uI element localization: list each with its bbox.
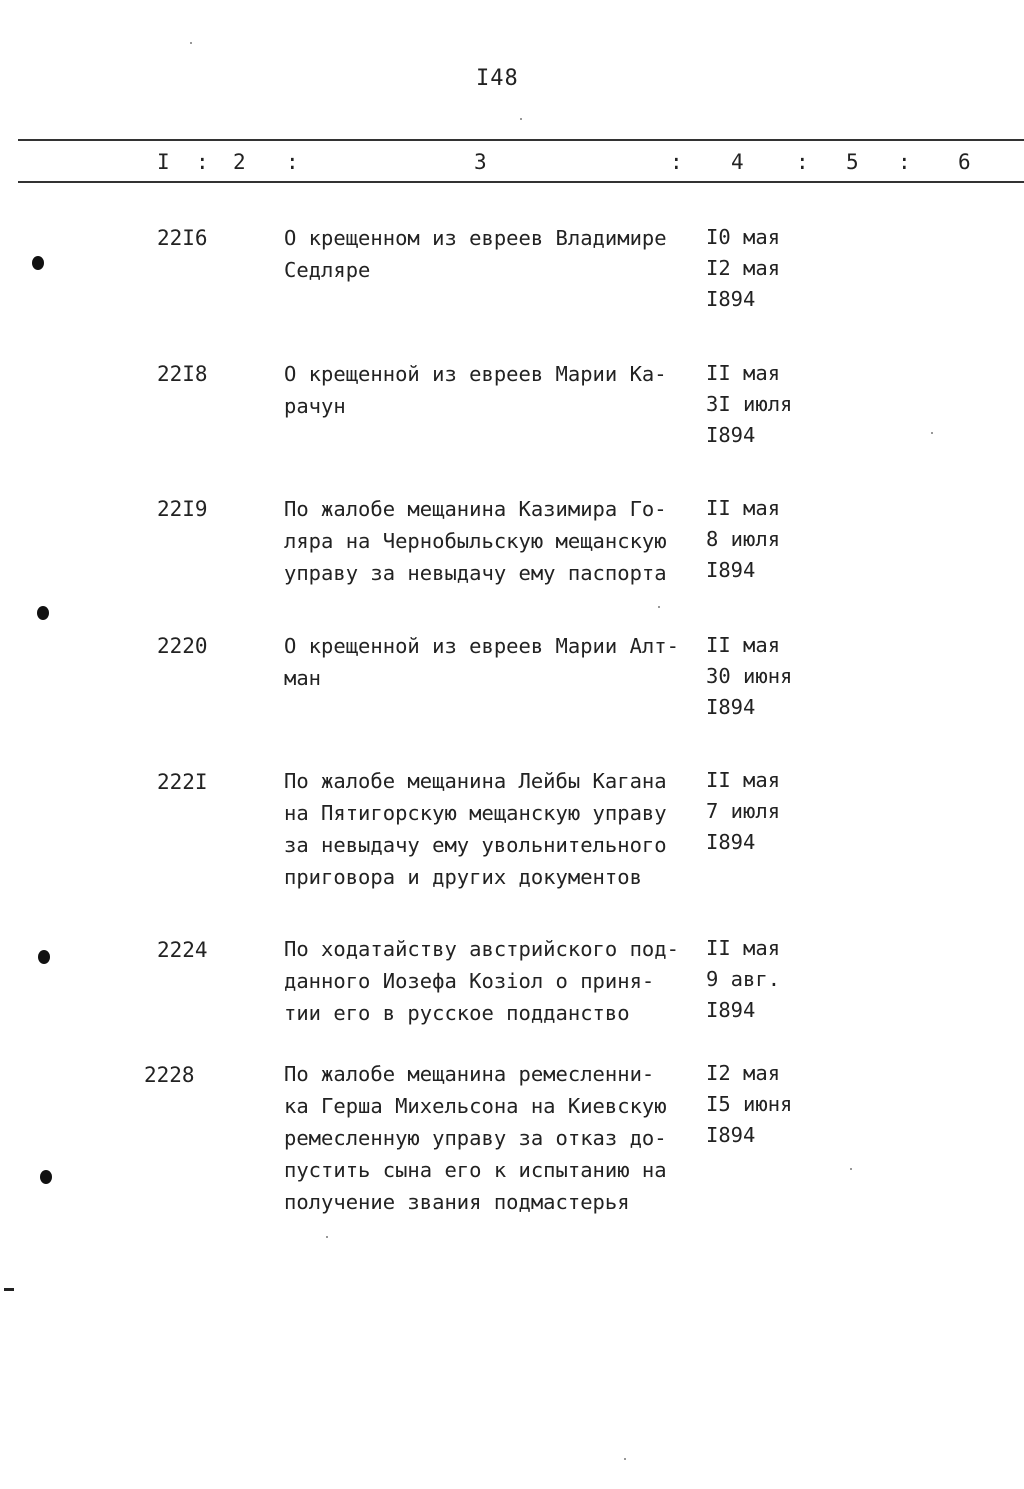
entry-number: 222I xyxy=(157,770,208,794)
column-header-1: I xyxy=(157,150,170,174)
column-separator: : xyxy=(286,150,299,174)
column-header-2: 2 xyxy=(233,150,246,174)
description-line: По жалобе мещанина Казимира Го- xyxy=(284,497,667,521)
column-separator: : xyxy=(796,150,809,174)
start-date: II мая xyxy=(706,496,781,520)
entry-year: I894 xyxy=(706,695,756,719)
entry-dates xyxy=(706,1058,792,1151)
entry-year: I894 xyxy=(706,830,756,854)
scan-speck xyxy=(326,1236,328,1238)
start-date: II мая xyxy=(706,936,781,960)
entry-number: 2228 xyxy=(144,1063,195,1087)
description-line: данного Иозефа Козiол о приня- xyxy=(284,969,655,993)
entry-year: I894 xyxy=(706,423,756,447)
entry-description xyxy=(284,933,704,1029)
entry-description xyxy=(284,493,704,589)
header-bottom-rule xyxy=(18,181,1024,183)
header-top-rule xyxy=(18,139,1024,141)
end-date: I5 июня xyxy=(706,1092,793,1116)
entry-description xyxy=(284,630,704,694)
entry-dates xyxy=(706,765,780,858)
entry-dates xyxy=(706,222,780,315)
binding-hole xyxy=(37,606,49,620)
entry-year: I894 xyxy=(706,287,756,311)
start-date: I2 мая xyxy=(706,1061,781,1085)
entry-number: 22I9 xyxy=(157,497,208,521)
binding-hole xyxy=(40,1170,52,1184)
description-line: ка Герша Михельсона на Киевскую xyxy=(284,1094,667,1118)
entry-year: I894 xyxy=(706,998,756,1022)
scan-mark xyxy=(4,1288,14,1291)
start-date: I0 мая xyxy=(706,225,781,249)
entry-dates xyxy=(706,358,792,451)
end-date: 8 июля xyxy=(706,527,781,551)
entry-dates xyxy=(706,933,780,1026)
entry-number: 22I6 xyxy=(157,226,208,250)
column-header-6: 6 xyxy=(958,150,971,174)
description-line: управу за невыдачу ему паспорта xyxy=(284,561,667,585)
end-date: 30 июня xyxy=(706,664,793,688)
description-line: ляра на Чернобыльскую мещанскую xyxy=(284,529,667,553)
description-line: По ходатайству австрийского под- xyxy=(284,937,679,961)
description-line: По жалобе мещанина Лейбы Кагана xyxy=(284,769,667,793)
column-header-3: 3 xyxy=(474,150,487,174)
end-date: I2 мая xyxy=(706,256,781,280)
column-header-4: 4 xyxy=(731,150,744,174)
end-date: 9 авг. xyxy=(706,967,781,991)
scan-speck xyxy=(624,1458,626,1460)
description-line: Седляре xyxy=(284,258,371,282)
entry-number: 2220 xyxy=(157,634,208,658)
description-line: О крещенной из евреев Марии Ка- xyxy=(284,362,667,386)
scan-speck xyxy=(931,432,933,434)
description-line: пустить сына его к испытанию на xyxy=(284,1158,667,1182)
description-line: ман xyxy=(284,666,322,690)
scan-speck xyxy=(190,42,192,44)
column-separator: : xyxy=(196,150,209,174)
entry-description xyxy=(284,1058,704,1218)
entry-description xyxy=(284,222,704,286)
description-line: рачун xyxy=(284,394,346,418)
description-line: на Пятигорскую мещанскую управу xyxy=(284,801,667,825)
entry-dates xyxy=(706,630,792,723)
start-date: II мая xyxy=(706,633,781,657)
entry-number: 22I8 xyxy=(157,362,208,386)
entry-description xyxy=(284,358,704,422)
description-line: тии его в русское подданство xyxy=(284,1001,630,1025)
description-line: ремесленную управу за отказ до- xyxy=(284,1126,667,1150)
binding-hole xyxy=(32,256,44,270)
column-separator: : xyxy=(898,150,911,174)
column-separator: : xyxy=(670,150,683,174)
column-header-5: 5 xyxy=(846,150,859,174)
description-line: О крещенной из евреев Марии Алт- xyxy=(284,634,679,658)
entry-number: 2224 xyxy=(157,938,208,962)
entry-description xyxy=(284,765,704,893)
scan-speck xyxy=(520,118,522,120)
end-date: 3I июля xyxy=(706,392,793,416)
start-date: II мая xyxy=(706,768,781,792)
end-date: 7 июля xyxy=(706,799,781,823)
description-line: приговора и других документов xyxy=(284,865,642,889)
binding-hole xyxy=(38,950,50,964)
description-line: По жалобе мещанина ремесленни- xyxy=(284,1062,655,1086)
entry-year: I894 xyxy=(706,558,756,582)
entry-dates xyxy=(706,493,780,586)
entry-year: I894 xyxy=(706,1123,756,1147)
description-line: получение звания подмастерья xyxy=(284,1190,630,1214)
scan-speck xyxy=(658,606,660,608)
start-date: II мая xyxy=(706,361,781,385)
description-line: за невыдачу ему увольнительного xyxy=(284,833,667,857)
scan-speck xyxy=(850,1168,852,1170)
description-line: О крещенном из евреев Владимире xyxy=(284,226,667,250)
page-number: I48 xyxy=(476,66,519,91)
